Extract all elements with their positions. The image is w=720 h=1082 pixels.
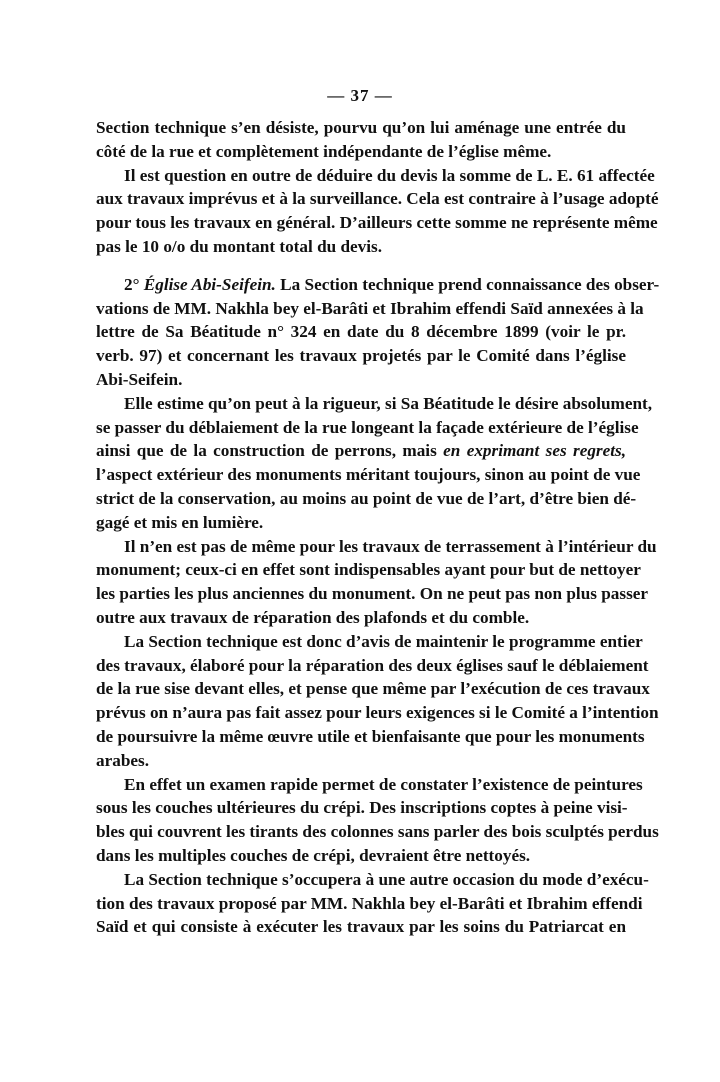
text-line: pour tous les travaux en général. D’ailleurs cette somme ne représente même: [96, 213, 658, 233]
text-line: [96, 439, 626, 463]
paragraph: [96, 630, 659, 773]
body-text: [96, 116, 660, 939]
section-heading: Église Abi-Seifein.: [143, 274, 276, 294]
text-line: La Section technique est donc d’avis de maintenir le programme entier: [124, 631, 643, 651]
section-number: 2°: [124, 274, 140, 294]
text-line: Section technique s’en désiste, pourvu qu’on lui aménage une entrée du: [96, 118, 626, 137]
paragraph: [96, 164, 659, 259]
text-line: vations de MM. Nakhla bey el-Barâti et Ibrahim effendi Saïd annexées à la: [96, 298, 644, 318]
text-line: bles qui couvrent les tirants des colonnes sans parler des bois sculptés perdus: [96, 822, 659, 842]
paragraph: [96, 116, 626, 164]
text-fragment: ainsi que de la construction de perrons, mais: [96, 441, 437, 461]
text-line: côté de la rue et complètement indépendante de l’église même.: [96, 141, 552, 161]
text-line: monument; ceux-ci en effet sont indispensables ayant pour but de nettoyer: [96, 560, 641, 580]
text-line: tion des travaux proposé par MM. Nakhla bey el-Barâti et Ibrahim effendi: [96, 893, 643, 913]
paragraph: [96, 392, 653, 535]
text-line: Il est question en outre de déduire du devis la somme de L. E. 61 affectée: [124, 165, 655, 185]
text-fragment: La Section technique prend connaissance des obser-: [280, 274, 660, 294]
page-number: — 37 —: [327, 86, 393, 105]
text-line: dans les multiples couches de crépi, devraient être nettoyés.: [96, 845, 531, 865]
text-line: aux travaux imprévus et à la surveillance. Cela est contraire à l’usage adopté: [96, 189, 659, 209]
text-line: outre aux travaux de réparation des plafonds et du comble.: [96, 607, 530, 627]
text-line: Saïd et qui consiste à exécuter les travaux par les soins du Patriarcat en: [96, 917, 626, 937]
text-line: [96, 273, 660, 297]
paragraph: [96, 773, 659, 868]
text-line: verb. 97) et concernant les travaux projetés par le Comité dans l’église: [96, 346, 626, 366]
text-line: arabes.: [96, 750, 149, 770]
paragraph: [96, 868, 649, 939]
text-line: strict de la conservation, au moins au point de vue de l’art, d’être bien dé-: [96, 488, 637, 508]
paragraph: [96, 535, 657, 630]
text-line: Elle estime qu’on peut à la rigueur, si Sa Béatitude le désire absolument,: [124, 393, 653, 413]
text-line: l’aspect extérieur des monuments méritant toujours, sinon au point de vue: [96, 465, 641, 485]
text-line: de la rue sise devant elles, et pense que même par l’exécution de ces travaux: [96, 679, 650, 699]
text-line: de poursuivre la même œuvre utile et bienfaisante que pour les monuments: [96, 726, 645, 746]
text-line: sous les couches ultérieures du crépi. Des inscriptions coptes à peine visi-: [96, 798, 628, 818]
text-line: Il n’en est pas de même pour les travaux de terrassement à l’intérieur du: [124, 536, 657, 556]
text-line: prévus on n’aura pas fait assez pour leurs exigences si le Comité a l’intention: [96, 703, 659, 723]
paragraph-eglise-abi-seifein: [96, 273, 660, 392]
text-line: Abi-Seifein.: [96, 369, 183, 389]
text-line: pas le 10 o/o du montant total du devis.: [96, 236, 383, 256]
text-line: les parties les plus anciennes du monument. On ne peut pas non plus passer: [96, 584, 649, 604]
text-line: des travaux, élaboré pour la réparation des deux églises sauf le déblaiement: [96, 655, 649, 675]
text-line: lettre de Sa Béatitude n° 324 en date du 8 décembre 1899 (voir le pr.: [96, 322, 626, 342]
text-line: se passer du déblaiement de la rue longeant la façade extérieure de l’église: [96, 417, 639, 437]
italic-phrase: en exprimant ses regrets,: [443, 441, 626, 461]
text-line: En effet un examen rapide permet de constater l’existence de peintures: [124, 774, 643, 794]
text-line: La Section technique s’occupera à une autre occasion du mode d’exécu-: [124, 869, 649, 889]
text-line: gagé et mis en lumière.: [96, 512, 264, 532]
